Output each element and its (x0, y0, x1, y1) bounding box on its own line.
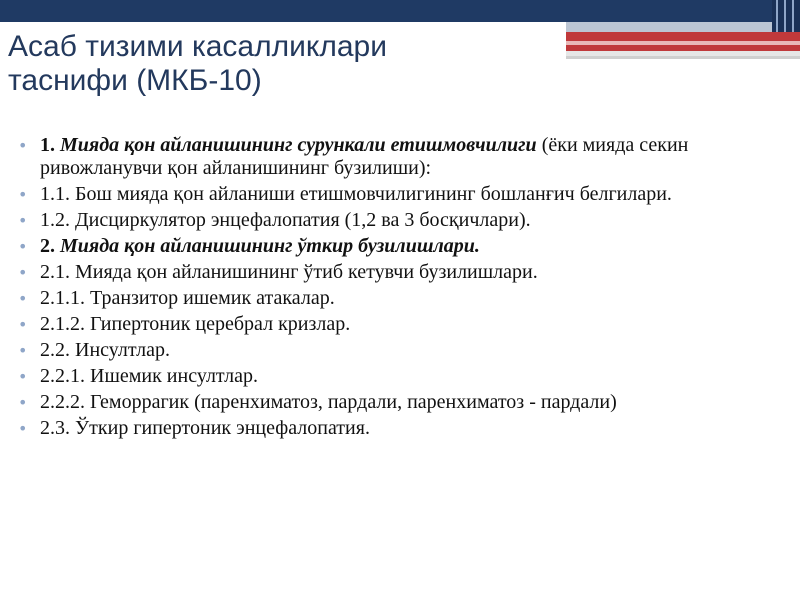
list-item (18, 365, 788, 388)
item-text: 2.1.1. Транзитор ишемик атакалар. (40, 287, 335, 309)
header-stripes-decoration (562, 0, 800, 64)
list-item (18, 261, 788, 284)
classification-list (18, 134, 788, 443)
list-item (18, 313, 788, 336)
item-number: 2. (40, 235, 55, 257)
title-line-1: Асаб тизими касалликлари (8, 30, 387, 63)
item-number: 1. (40, 134, 55, 156)
bullet-dot-icon: • (18, 289, 28, 308)
bullet-dot-icon: • (18, 263, 28, 282)
list-item (18, 183, 788, 206)
item-text: 2.2.1. Ишемик инсултлар. (40, 365, 259, 387)
bullet-dot-icon: • (18, 367, 28, 386)
bullet-dot-icon: • (18, 419, 28, 438)
list-item (18, 287, 788, 310)
item-text: 1.2. Дисциркулятор энцефалопатия (1,2 ва 3 босқичлари). (40, 209, 531, 231)
bullet-dot-icon: • (18, 315, 28, 334)
list-item (18, 417, 788, 440)
list-item (18, 391, 788, 414)
bullet-dot-icon: • (18, 237, 28, 256)
item-text: 1.1. Бош мияда қон айланиши етишмовчилигининг бошланғич белгилари. (40, 183, 672, 205)
item-heading: Мияда қон айланишининг ўткир бузилишлари. (60, 235, 480, 257)
bullet-dot-icon: • (18, 341, 28, 360)
list-item (18, 134, 788, 180)
bullet-dot-icon: • (18, 185, 28, 204)
bullet-dot-icon: • (18, 136, 28, 155)
item-text: 2.3. Ўткир гипертоник энцефалопатия. (40, 417, 370, 439)
item-text: 2.1.2. Гипертоник церебрал кризлар. (40, 313, 351, 335)
bullet-dot-icon: • (18, 393, 28, 412)
bullet-dot-icon: • (18, 211, 28, 230)
item-text: 2.2. Инсултлар. (40, 339, 170, 361)
item-text: 2.2.2. Геморрагик (паренхиматоз, пардали, паренхиматоз - пардали) (40, 391, 617, 413)
item-text: (ёки мияда секин ривожланувчи қон айланишининг бузилиши): (40, 134, 689, 179)
title-line-2: таснифи (МКБ-10) (8, 64, 262, 97)
slide-title (8, 30, 548, 98)
list-item (18, 209, 788, 232)
item-heading: Мияда қон айланишининг сурункали етишмовчилиги (60, 134, 537, 156)
list-item (18, 235, 788, 258)
item-text: 2.1. Мияда қон айланишининг ўтиб кетувчи бузилишлари. (40, 261, 538, 283)
list-item (18, 339, 788, 362)
